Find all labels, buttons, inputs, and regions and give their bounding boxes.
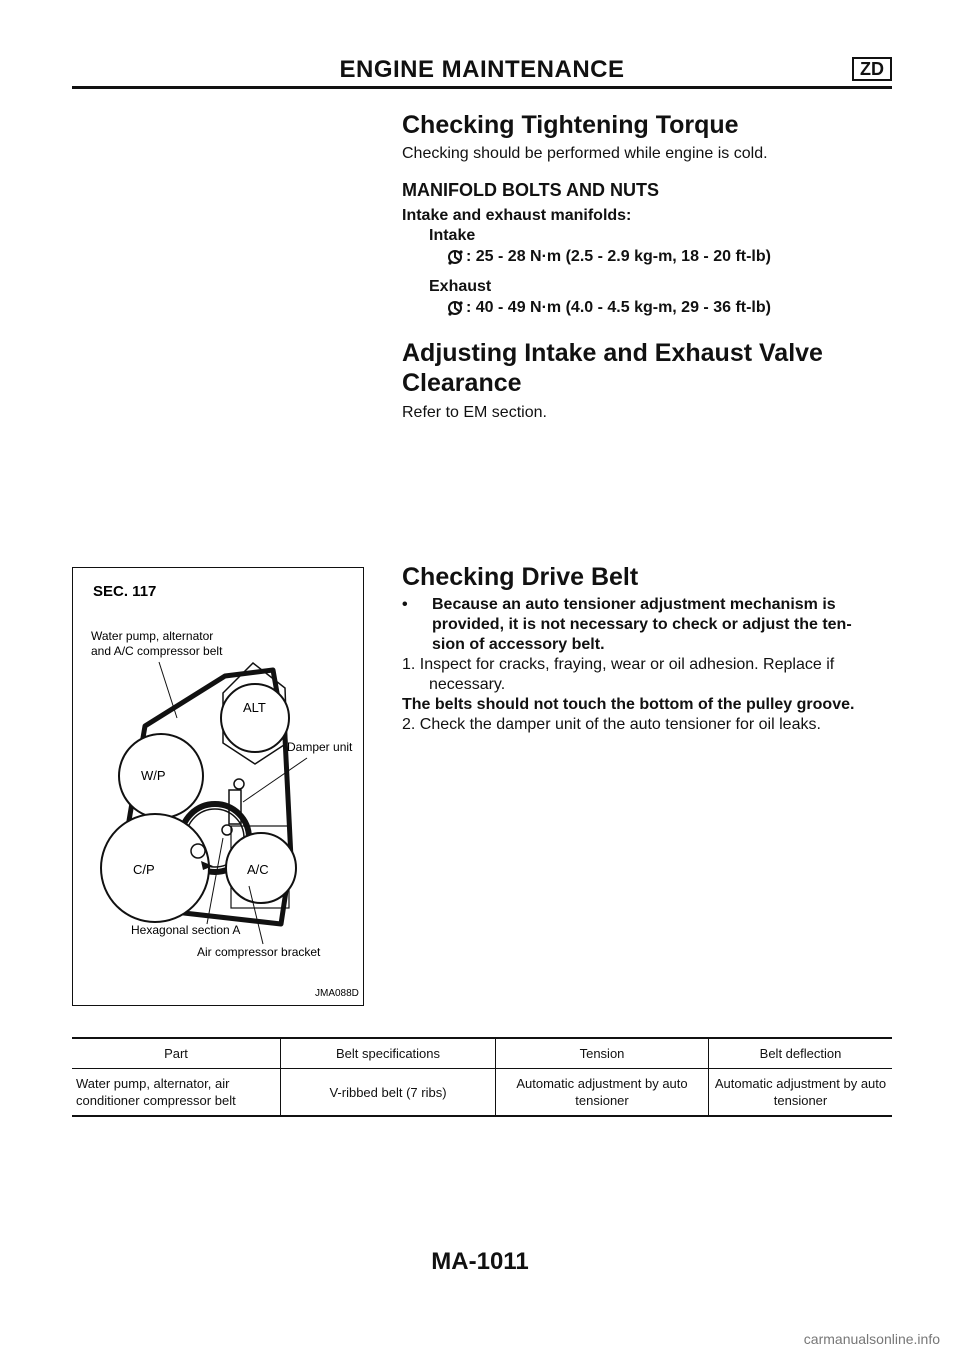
watermark: carmanualsonline.info	[803, 1331, 940, 1347]
valve-title-line-2: Clearance	[402, 369, 522, 397]
cell-deflection-line-2: tensioner	[773, 1093, 828, 1108]
belt-spec-table	[72, 1037, 892, 1117]
engine-code-badge: ZD	[852, 57, 892, 81]
wp-label: W/P	[141, 768, 166, 783]
damper-unit-label: Damper unit	[287, 740, 353, 754]
cell-tension	[496, 1069, 709, 1117]
bracket-label: Air compressor bracket	[197, 945, 321, 959]
figure-sec-label: SEC. 117	[93, 583, 157, 600]
col-part: Part	[164, 1046, 188, 1061]
crank-pulley	[101, 814, 209, 922]
page-number: MA-1011	[431, 1248, 529, 1275]
col-deflection: Belt deflection	[709, 1038, 893, 1069]
step-1-line-1: 1. Inspect for cracks, fraying, wear or oil adhesion. Replace if	[402, 656, 835, 673]
cell-tension-line-2: tensioner	[575, 1093, 629, 1108]
cell-tension-line-1: Automatic adjustment by auto	[516, 1076, 688, 1091]
table-row	[72, 1069, 892, 1117]
damper-leader	[243, 758, 307, 802]
page-header	[72, 54, 892, 89]
valve-section	[402, 338, 892, 423]
step-2: 2. Check the damper unit of the auto tensioner for oil leaks.	[402, 716, 821, 733]
ac-label: A/C	[247, 862, 269, 877]
intake-label: Intake	[429, 227, 476, 244]
intake-torque-value: : 25 - 28 N·m (2.5 - 2.9 kg-m, 18 - 20 ft-lb)	[466, 248, 771, 265]
exhaust-torque-spec	[446, 298, 892, 318]
figure-code: JMA088D	[315, 988, 359, 999]
drive-belt-figure	[72, 567, 364, 1006]
cell-belt-spec: V-ribbed belt (7 ribs)	[281, 1069, 496, 1117]
damper-pivot	[234, 779, 244, 789]
cell-deflection	[709, 1069, 893, 1117]
step-1-line-2: necessary.	[429, 676, 506, 693]
cell-part	[72, 1069, 281, 1117]
col-tension: Tension	[496, 1038, 709, 1069]
tensioner-pulley	[191, 844, 205, 858]
exhaust-torque-value: : 40 - 49 N·m (4.0 - 4.5 kg-m, 29 - 36 ft-lb)	[466, 299, 771, 316]
valve-title-line-1: Adjusting Intake and Exhaust Valve	[402, 339, 823, 367]
cell-part-line-1: Water pump, alternator, air	[76, 1076, 230, 1091]
belt-section-title: Checking Drive Belt	[402, 563, 639, 591]
pulley-note: The belts should not touch the bottom of the pulley groove.	[402, 696, 855, 713]
torque-section-title: Checking Tightening Torque	[402, 111, 739, 139]
torque-wrench-icon	[446, 248, 464, 266]
torque-intro: Checking should be performed while engine is cold.	[402, 145, 768, 162]
header-title: ENGINE MAINTENANCE	[339, 56, 625, 83]
manifold-subtitle: MANIFOLD BOLTS AND NUTS	[402, 180, 659, 200]
table-header-row	[72, 1038, 892, 1069]
valve-body: Refer to EM section.	[402, 404, 547, 421]
cp-label: C/P	[133, 862, 155, 877]
cell-deflection-line-1: Automatic adjustment by auto	[714, 1076, 887, 1091]
belt-diagram	[73, 568, 363, 1005]
torque-section	[402, 110, 892, 318]
exhaust-label: Exhaust	[429, 278, 492, 295]
bullet-mark: •	[402, 596, 408, 613]
bullet-line-3: sion of accessory belt.	[432, 636, 605, 653]
belt-bullet	[402, 595, 892, 655]
alternator-pulley	[221, 684, 289, 752]
col-belt-spec: Belt specifications	[281, 1038, 496, 1069]
belt-label-line-2: and A/C compressor belt	[91, 644, 223, 658]
belt-label-line-1: Water pump, alternator	[91, 629, 214, 643]
alt-label: ALT	[243, 700, 266, 715]
manifold-label: Intake and exhaust manifolds:	[402, 207, 632, 224]
torque-wrench-icon	[446, 299, 464, 317]
belt-section	[402, 562, 892, 735]
bullet-line-1: Because an auto tensioner adjustment mechanism is	[432, 596, 836, 613]
hexagonal-section-label: Hexagonal section A	[131, 923, 241, 937]
bullet-line-2: provided, it is not necessary to check or adjust the ten-	[432, 616, 852, 633]
cell-part-line-2: conditioner compressor belt	[76, 1093, 236, 1108]
intake-torque-spec	[446, 247, 892, 267]
